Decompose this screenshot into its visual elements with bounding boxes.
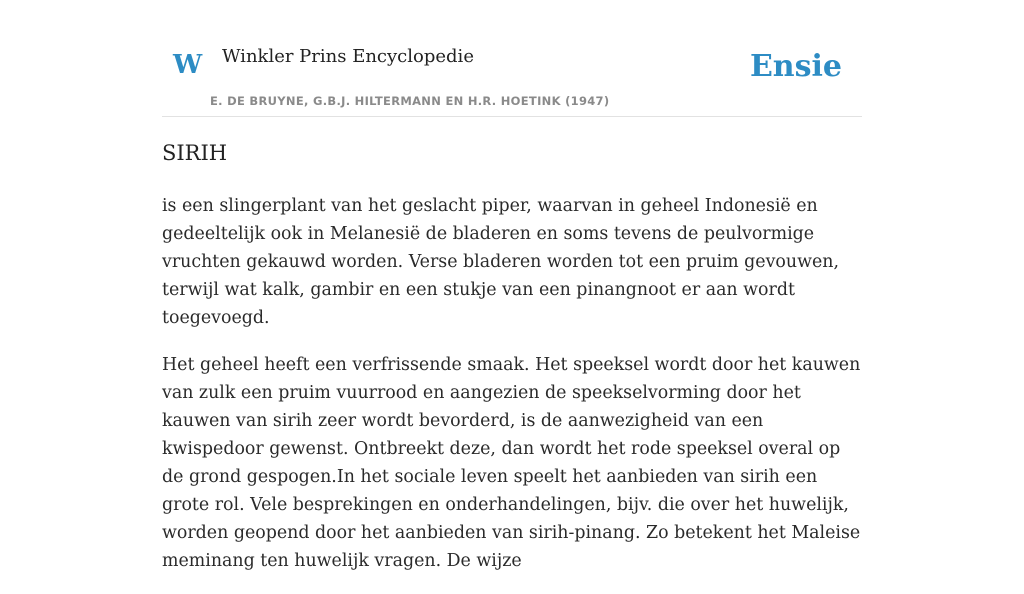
publication-title[interactable]: Winkler Prins Encyclopedie <box>222 46 474 67</box>
winkler-prins-logo[interactable]: W <box>173 50 203 80</box>
publication-authors: E. DE BRUYNE, G.B.J. HILTERMANN EN H.R. HOETINK (1947) <box>210 94 610 108</box>
article-body <box>162 192 866 594</box>
site-header <box>162 0 862 117</box>
ensie-logo[interactable]: Ensie <box>749 49 842 84</box>
article-paragraph: is een slingerplant van het geslacht piper, waarvan in geheel Indonesië en gedeeltelijk ook in Melanesië de bladeren en soms tevens de peulvormige vruchten gekauwd worden. Verse bladeren worden tot een pruim gevouwen, terwijl wat kalk, gambir en een stukje van een pinangnoot er aan wordt toegevoegd. <box>162 196 840 328</box>
entry-title: SIRIH <box>162 141 228 165</box>
article-paragraph: Het geheel heeft een verfrissende smaak. Het speeksel wordt door het kauwen van zulk een pruim vuurrood en aangezien de speekselvorming door het kauwen van sirih zeer wordt bevorderd, is de aanwezigheid van een kwispedoor gewenst. Ontbreekt deze, dan wordt het rode speeksel overal op de grond gespogen.In het sociale leven speelt het aanbieden van sirih een grote rol. Vele besprekingen en onderhandelingen, bijv. die over het huwelijk, worden geopend door het aanbieden van sirih-pinang. Zo betekent het Maleise meminang ten huwelijk vragen. De wijze <box>162 355 861 571</box>
